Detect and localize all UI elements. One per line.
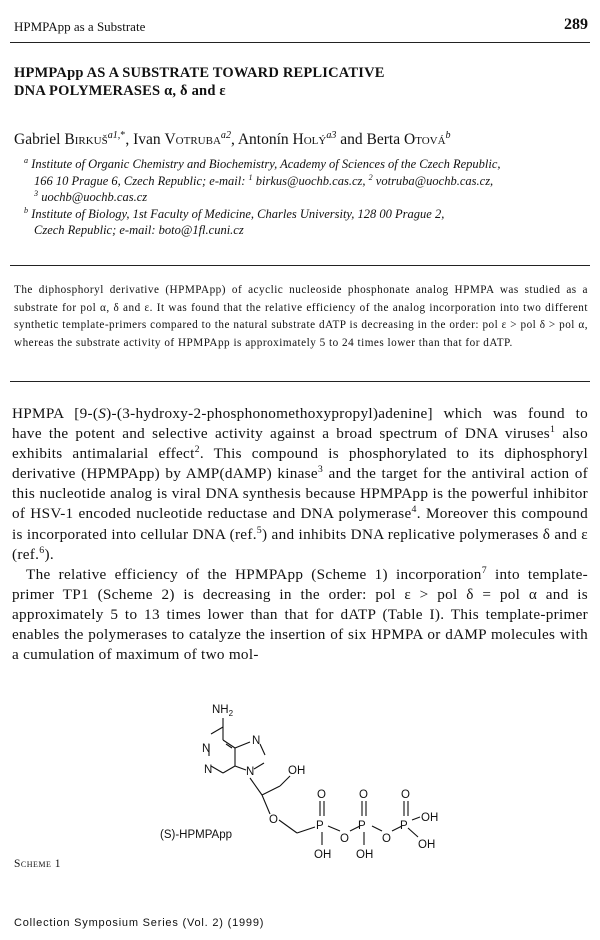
ref-4: 4: [411, 504, 417, 516]
atom-oh-p3b: OH: [418, 839, 436, 851]
atom-o-bridge-2: O: [382, 833, 391, 845]
structure-labels: [160, 704, 438, 861]
atom-o-ether: O: [269, 814, 278, 826]
atom-o-bridge-1: O: [340, 833, 349, 845]
atom-o-double-2: O: [359, 789, 368, 801]
atom-p3: P: [400, 820, 408, 832]
p2-text-a: The relative efficiency of the HPMPApp (Scheme 1) incorporation: [26, 565, 482, 583]
ref-6: 6: [39, 544, 45, 556]
p1-text-c: also exhibits antimalarial effect: [12, 425, 588, 463]
title-line-2: DNA POLYMERASES α, δ and ε: [14, 83, 226, 99]
author-1-affil: a1,: [107, 129, 121, 141]
atom-n3: N: [204, 764, 213, 776]
atom-oh-p2: OH: [356, 849, 374, 861]
affiliation-b-line-1: [24, 206, 584, 223]
atom-n7: N: [252, 735, 261, 747]
p1-stereo: S: [98, 405, 107, 422]
paragraph-1: [12, 404, 588, 565]
abstract-top-rule: [10, 265, 590, 266]
abstract: The diphosphoryl derivative (HPMPApp) of acyclic nucleoside phosphonate analog HPMPA was studied as a substrate for pol α, δ and ε. It was found that the relative efficiency of the analog incorporation into two different synthetic template-primers compared to the natural substrate dATP is decreasing in the order: pol ε > pol δ > pol α, whereas the substrate activity of HPMPApp is approximately 5 to 24 times lower than that for dATP.: [14, 284, 588, 349]
author-3-affil: a3: [326, 129, 337, 141]
ref-7: 7: [481, 564, 487, 576]
atom-n9: N: [246, 766, 255, 778]
author-sep-1: , Ivan: [125, 131, 165, 148]
author-sep-2: , Antonín: [230, 131, 293, 148]
author-list: [14, 130, 451, 150]
author-2-affil: a2: [220, 129, 231, 141]
ref-3: 3: [317, 464, 324, 476]
atom-o-double-3: O: [401, 789, 410, 801]
affiliation-b-text: Institute of Biology, 1st Faculty of Medicine, Charles University, 128 00 Prague 2,: [31, 206, 445, 221]
header-rule: [10, 42, 590, 43]
atom-n1: N: [202, 743, 211, 755]
email-mark-1: 1: [248, 172, 253, 182]
email-2: votruba@uochb.cas.cz,: [372, 173, 494, 188]
affiliation-a-line-1: [24, 156, 584, 173]
ref-1: 1: [550, 424, 556, 436]
running-head: HPMPApp as a Substrate: [14, 19, 146, 34]
p1-text-a: HPMPA [9-(: [12, 405, 99, 422]
p1-text-d: . This compound is phosphorylated to its diphosphoryl derivative (HPMPApp) by AMP(dAMP) kinase: [12, 445, 588, 483]
affiliations: [24, 156, 584, 239]
p1-text-h: ).: [44, 545, 54, 563]
paragraph-2: [12, 565, 588, 665]
author-2-family: Votruba: [164, 131, 221, 148]
atom-oh-p3a: OH: [421, 812, 439, 824]
email-3: uochb@uochb.cas.cz: [38, 190, 148, 204]
affiliation-a-text: Institute of Organic Chemistry and Biochemistry, Academy of Sciences of the Czech Republic,: [31, 157, 501, 171]
compound-label: (S)-HPMPApp: [160, 829, 232, 841]
affiliation-b-line-2: Czech Republic; e-mail: boto@1fl.cuni.cz: [34, 223, 244, 237]
structure-bonds: [209, 718, 420, 845]
p1-text-g: ) and inhibits DNA replicative polymerases δ and ε (ref.: [12, 525, 588, 563]
affiliation-a-line-2: [24, 173, 584, 190]
p1-text-b: )-(3-hydroxy-2-phosphonomethoxypropyl)adenine] which was found to have the potent and selective activity against a broad spectrum of DNA viruses: [12, 405, 588, 443]
atom-oh-side: OH: [288, 765, 306, 777]
page-number: 289: [564, 16, 588, 33]
atom-p1: P: [316, 820, 324, 832]
author-1-family: Birkuš: [64, 131, 108, 148]
atom-nh2: $NH_2$: [212, 704, 234, 718]
author-sep-3: and Berta: [336, 131, 404, 148]
author-3-family: Holý: [292, 131, 327, 148]
abstract-bottom-rule: [10, 381, 590, 382]
atom-oh-p1: OH: [314, 849, 332, 861]
atom-p2: P: [358, 820, 366, 832]
ref-5: 5: [256, 524, 263, 536]
title-line-1: HPMPApp AS A SUBSTRATE TOWARD REPLICATIVE: [14, 65, 385, 81]
author-4-affil: b: [445, 129, 451, 141]
p1-text-f: . Moreover this compound is incorporated into cellular DNA (ref.: [12, 505, 588, 543]
author-1-given: Gabriel: [14, 131, 65, 148]
email-1: birkus@uochb.cas.cz,: [252, 173, 369, 188]
article-title: [14, 64, 574, 100]
journal-footer: Collection Symposium Series (Vol. 2) (1999): [14, 917, 265, 929]
atom-o-double-1: O: [317, 789, 326, 801]
affiliation-b-mark: b: [24, 205, 29, 215]
hpmpapp-structure: [150, 700, 470, 870]
email-mark-2: 2: [368, 172, 373, 182]
scheme-caption: Scheme 1: [14, 858, 62, 870]
p1-text-e: and the target for the antiviral action of this nucleotide analog is viral DNA synthesis because HPMPApp is the powerful inhibitor of HSV-1 encoded nucleotide reductase and DNA polymerase: [12, 465, 589, 523]
body-text: [12, 404, 588, 665]
corresponding-mark: *: [120, 129, 126, 141]
ref-2: 2: [194, 444, 200, 456]
affiliation-a-address: 166 10 Prague 6, Czech Republic; e-mail:: [34, 173, 249, 188]
affiliation-a-line-3: [24, 189, 584, 206]
author-4-family: Otová: [404, 131, 446, 148]
email-mark-3: 3: [34, 188, 39, 198]
p2-text-b: into template-primer TP1 (Scheme 2) is decreasing in the order: pol ε > pol δ = pol α and is approximately 5 to 13 times lower than that for dATP (Table I). This template-primer enables the polymerases to catalyze the insertion of six HPMPA or dAMP molecules with a cumulation of maximum of two mol-: [12, 565, 588, 664]
affiliation-a-mark: a: [24, 155, 29, 165]
